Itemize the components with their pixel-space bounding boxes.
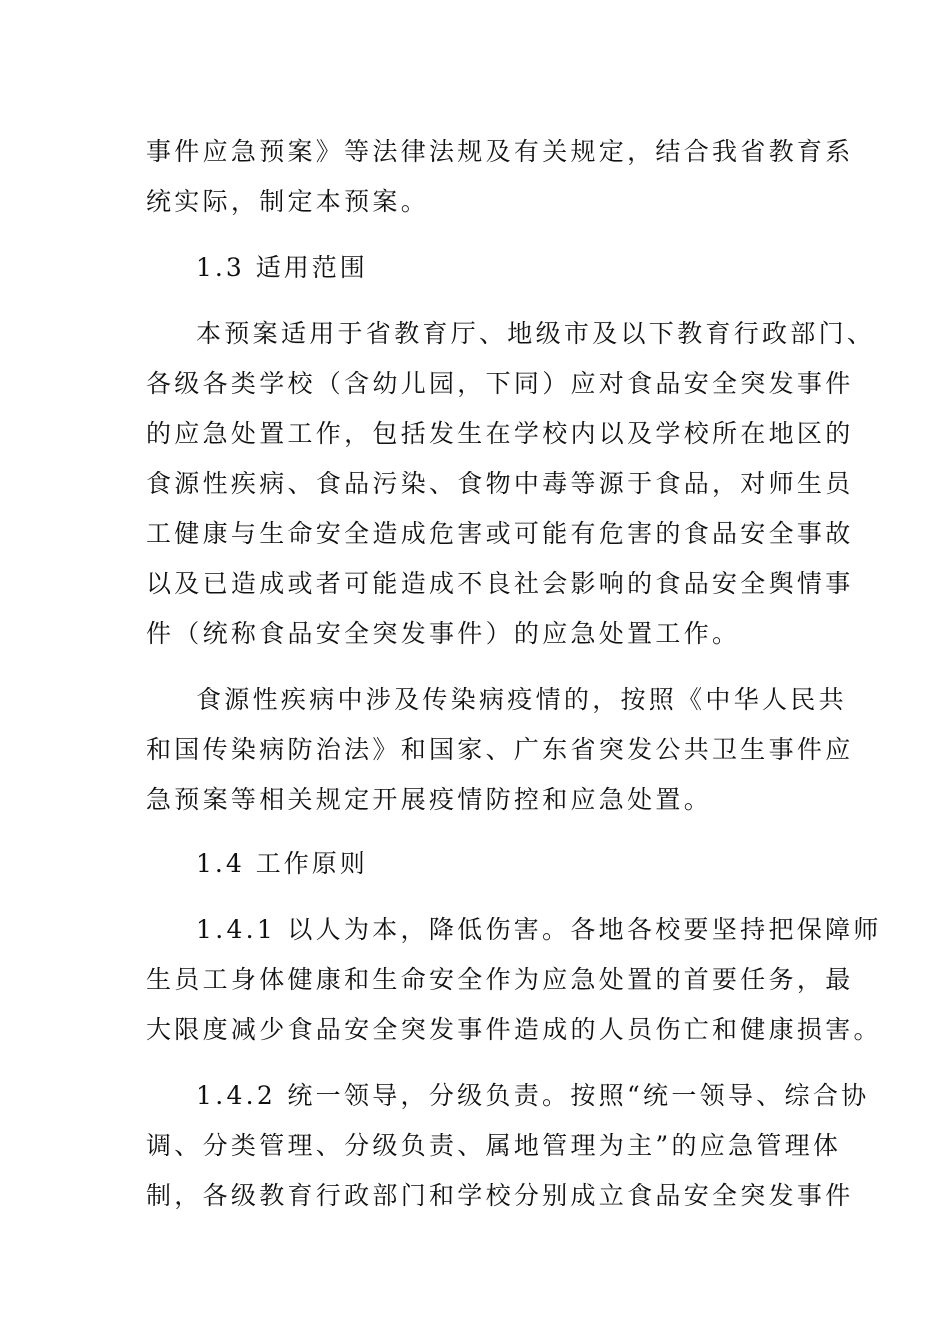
body-text-line: 1.4.1 以人为本，降低伤害。各地各校要坚持把保障师 xyxy=(196,915,882,944)
body-text-line: 工健康与生命安全造成危害或可能有危害的食品安全事故 xyxy=(146,519,854,548)
body-text-line: 事件应急预案》等法律法规及有关规定，结合我省教育系 xyxy=(146,137,854,166)
body-text-line: 制，各级教育行政部门和学校分别成立食品安全突发事件 xyxy=(146,1181,854,1210)
body-text-line: 本预案适用于省教育厅、地级市及以下教育行政部门、 xyxy=(196,319,876,348)
section-heading-1-3: 1.3 适用范围 xyxy=(196,253,368,282)
section-heading-1-4: 1.4 工作原则 xyxy=(196,849,368,878)
body-text-line: 以及已造成或者可能造成不良社会影响的食品安全舆情事 xyxy=(146,569,854,598)
body-text-line: 生员工身体健康和生命安全作为应急处置的首要任务，最 xyxy=(146,965,854,994)
body-text-line: 大限度减少食品安全突发事件造成的人员伤亡和健康损害。 xyxy=(146,1015,882,1044)
body-text-line: 的应急处置工作，包括发生在学校内以及学校所在地区的 xyxy=(146,419,854,448)
body-text-line: 件（统称食品安全突发事件）的应急处置工作。 xyxy=(146,619,741,648)
body-text-line: 统实际，制定本预案。 xyxy=(146,187,430,216)
body-text-line: 调、分类管理、分级负责、属地管理为主”的应急管理体 xyxy=(146,1131,842,1160)
body-text-line: 食源性疾病中涉及传染病疫情的，按照《中华人民共 xyxy=(196,685,847,714)
body-text-line: 1.4.2 统一领导，分级负责。按照“统一领导、综合协 xyxy=(196,1081,870,1110)
body-text-line: 和国传染病防治法》和国家、广东省突发公共卫生事件应 xyxy=(146,735,854,764)
body-text-line: 急预案等相关规定开展疫情防控和应急处置。 xyxy=(146,785,713,814)
body-text-line: 各级各类学校（含幼儿园，下同）应对食品安全突发事件 xyxy=(146,369,854,398)
body-text-line: 食源性疾病、食品污染、食物中毒等源于食品，对师生员 xyxy=(146,469,854,498)
